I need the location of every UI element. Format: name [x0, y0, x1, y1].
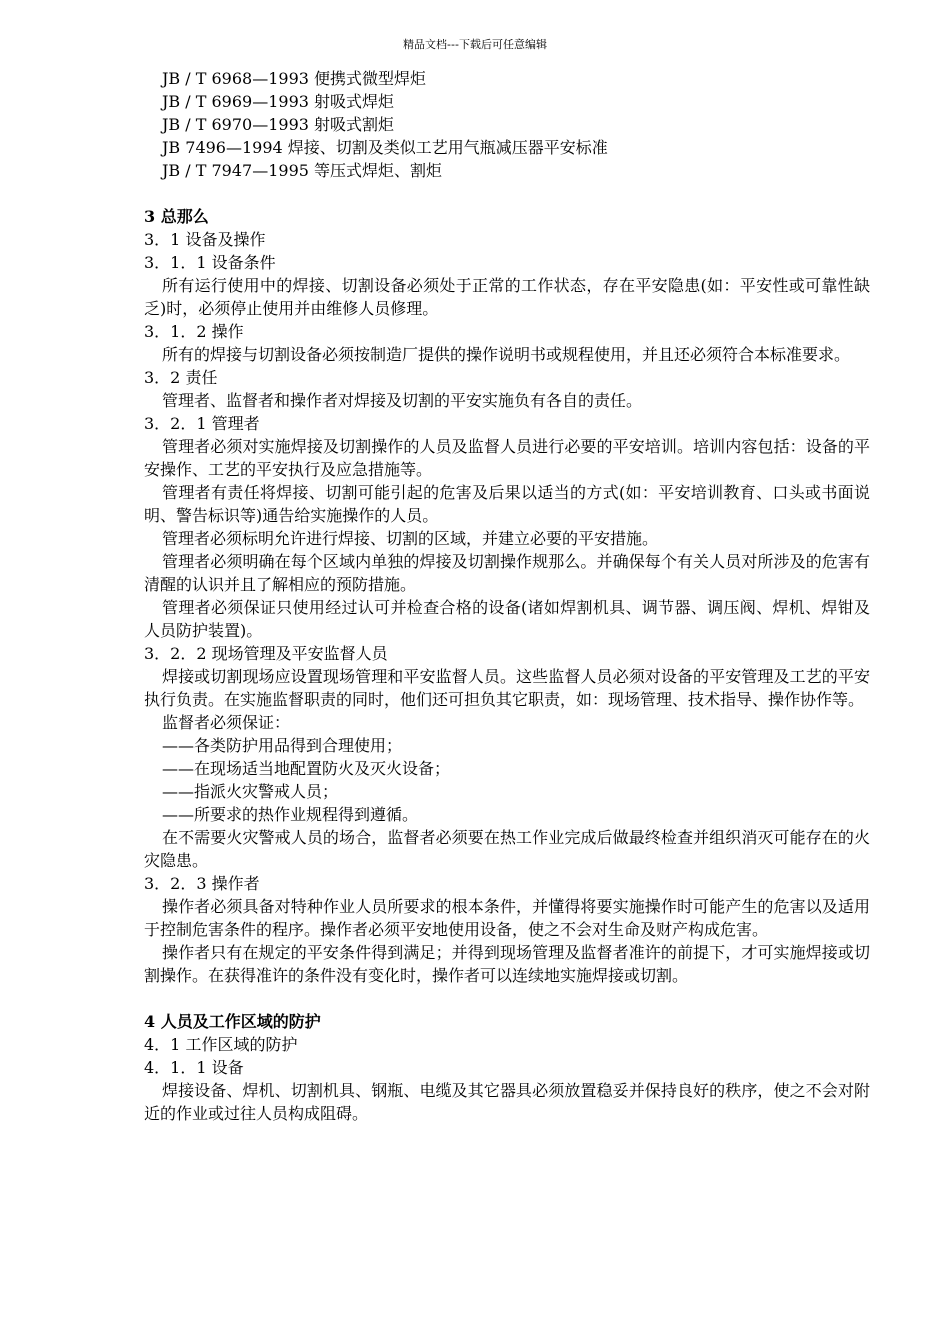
document-body [144, 67, 870, 1125]
clause-heading: 3．2．3 操作者 [144, 874, 260, 893]
paragraph: 管理者必须保证只使用经过认可并检查合格的设备(诸如焊割机具、调节器、调压阀、焊机、焊钳及人员防护装置)。 [144, 598, 870, 640]
paragraph: 管理者、监督者和操作者对焊接及切割的平安实施负有各自的责任。 [162, 391, 643, 410]
paragraph: 管理者必须标明允许进行焊接、切割的区域，并建立必要的平安措施。 [162, 529, 659, 548]
paragraph: 焊接设备、焊机、切割机具、钢瓶、电缆及其它器具必须放置稳妥并保持良好的秩序，使之不会对附近的作业或过往人员构成阻碍。 [144, 1081, 870, 1123]
paragraph: 管理者有责任将焊接、切割可能引起的危害及后果以适当的方式(如：平安培训教育、口头或书面说明、警告标识等)通告给实施操作的人员。 [144, 483, 870, 525]
standard-reference: JB / T 6968—1993 便携式微型焊炬 [162, 69, 427, 88]
clause-heading: 3．2．1 管理者 [144, 414, 260, 433]
clause-heading: 3．2．2 现场管理及平安监督人员 [144, 644, 388, 663]
subsection-heading: 4．1 工作区域的防护 [144, 1035, 298, 1054]
paragraph: 所有的焊接与切割设备必须按制造厂提供的操作说明书或规程使用，并且还必须符合本标准要求。 [162, 345, 851, 364]
subsection-heading: 3．1 设备及操作 [144, 230, 266, 249]
standard-reference: JB 7496—1994 焊接、切割及类似工艺用气瓶减压器平安标准 [162, 138, 608, 157]
paragraph: 管理者必须明确在每个区域内单独的焊接及切割操作规那么。并确保每个有关人员对所涉及的危害有清醒的认识并且了解相应的预防措施。 [144, 552, 870, 594]
paragraph: ——各类防护用品得到合理使用； [162, 736, 403, 755]
clause-heading: 3．1．2 操作 [144, 322, 244, 341]
clause-heading: 3．1．1 设备条件 [144, 253, 276, 272]
paragraph: 所有运行使用中的焊接、切割设备必须处于正常的工作状态，存在平安隐患(如：平安性或可靠性缺乏)时，必须停止使用并由维修人员修理。 [144, 276, 870, 318]
paragraph: 焊接或切割现场应设置现场管理和平安监督人员。这些监督人员必须对设备的平安管理及工艺的平安执行负责。在实施监督职责的同时，他们还可担负其它职责，如：现场管理、技术指导、操作协作等。 [144, 667, 870, 709]
paragraph: 监督者必须保证： [162, 713, 291, 732]
paragraph: 管理者必须对实施焊接及切割操作的人员及监督人员进行必要的平安培训。培训内容包括：设备的平安操作、工艺的平安执行及应急措施等。 [144, 437, 870, 479]
clause-heading: 4．1．1 设备 [144, 1058, 244, 1077]
paragraph: 操作者必须具备对特种作业人员所要求的根本条件，并懂得将要实施操作时可能产生的危害以及适用于控制危害条件的程序。操作者必须平安地使用设备，使之不会对生命及财产构成危害。 [144, 897, 870, 939]
paragraph: 在不需要火灾警戒人员的场合，监督者必须要在热工作业完成后做最终检查并组织消灭可能存在的火灾隐患。 [144, 828, 870, 870]
section-heading: 3 总那么 [144, 207, 209, 226]
section-heading: 4 人员及工作区域的防护 [144, 1012, 321, 1031]
paragraph: ——指派火灾警戒人员； [162, 782, 339, 801]
paragraph: ——所要求的热作业规程得到遵循。 [162, 805, 419, 824]
standard-reference: JB / T 6970—1993 射吸式割炬 [162, 115, 395, 134]
spacer [144, 182, 870, 205]
paragraph: 操作者只有在规定的平安条件得到满足；并得到现场管理及监督者准许的前提下，才可实施焊接或切割操作。在获得准许的条件没有变化时，操作者可以连续地实施焊接或切割。 [144, 943, 870, 985]
page-header: 精品文档---下载后可任意编辑 [403, 38, 547, 51]
subsection-heading: 3．2 责任 [144, 368, 218, 387]
standard-reference: JB / T 6969—1993 射吸式焊炬 [162, 92, 395, 111]
spacer [144, 987, 870, 1010]
paragraph: ——在现场适当地配置防火及灭火设备； [162, 759, 451, 778]
standard-reference: JB / T 7947—1995 等压式焊炬、割炬 [162, 161, 443, 180]
